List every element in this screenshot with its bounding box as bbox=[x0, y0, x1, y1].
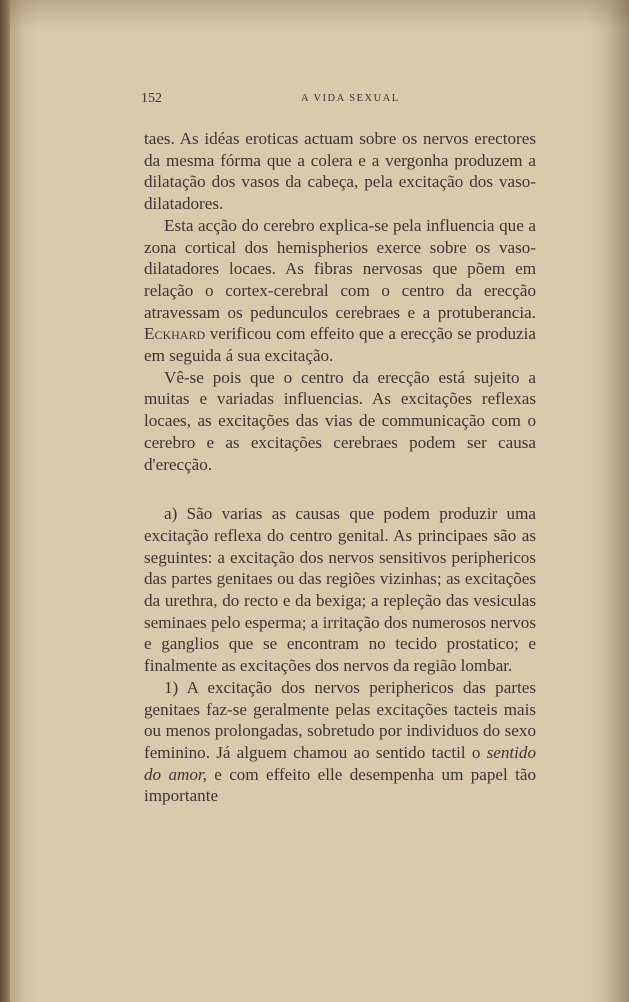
paragraph-3: Vê-se pois que o centro da erecção está sujeito a muitas e variadas influencias. As excitações reflexas locaes, as excitações das vias de communicação com o cerebro e as excitações cerebraes podem ser causa d'erecção. bbox=[144, 367, 536, 474]
paragraph-spacer bbox=[144, 475, 536, 503]
book-spine-shadow bbox=[0, 0, 10, 1002]
paragraph-2 bbox=[144, 215, 536, 367]
paragraph-5-text: 1) A excitação dos nervos periphericos das partes genitaes faz-se geralmente pelas excitações tacteis mais ou menos prolongadas, sobretudo por individuos do sexo feminino. Já alguem chamou ao sentido tactil o bbox=[144, 677, 536, 762]
paragraph-4: a) São varias as causas que podem produzir uma excitação reflexa do centro genital. As principaes são as seguintes: a excitação dos nervos sensitivos periphericos das partes genitaes ou das regiões vizinhas; as excitações da urethra, do recto e da bexiga; a repleção das vesiculas seminaes pelo esperma; a irritação dos numerosos nervos e ganglios que se encontram no tecido prostatico; e finalmente as excitações dos nervos da região lombar. bbox=[144, 504, 536, 676]
body-text bbox=[144, 128, 536, 807]
running-title: A VIDA SEXUAL bbox=[301, 93, 400, 104]
author-name: Eckhard bbox=[144, 324, 206, 344]
paragraph-5-text-end: e com effeito elle desempenha um papel tão importante bbox=[144, 764, 536, 806]
paragraph-2-text: Esta acção do cerebro explica-se pela influencia que a zona cortical dos hemispherios exerce sobre os vaso-dilatadores locaes. As fibras nervosas que põem em relação o cortex-cerebral com o centro da erecção atravessam os pedunculos cerebraes e a protuberancia. bbox=[144, 215, 536, 322]
page-number: 152 bbox=[141, 91, 162, 106]
paragraph-5 bbox=[144, 677, 536, 807]
italic-phrase: sentido do amor, bbox=[144, 742, 536, 784]
paragraph-2-text-end: verificou com effeito que a erecção se produzia em seguida á sua excitação. bbox=[144, 324, 536, 366]
page-header bbox=[141, 91, 541, 111]
paragraph-1: taes. As idéas eroticas actuam sobre os nervos erectores da mesma fórma que a colera e a vergonha produzem a dilatação dos vasos da cabeça, pela excitação dos vaso-dilatadores. bbox=[144, 129, 536, 214]
